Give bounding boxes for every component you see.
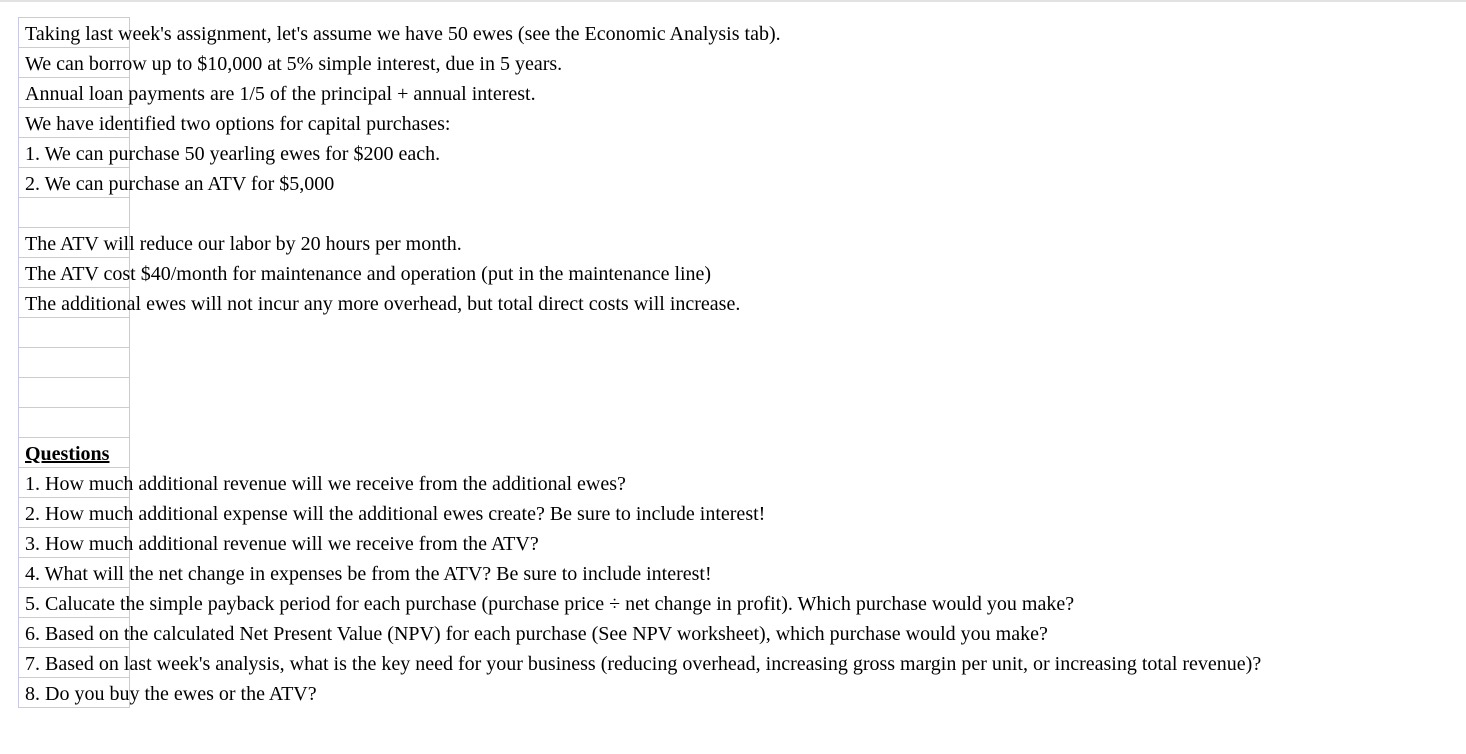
detail-line-3: The additional ewes will not incur any more overhead, but total direct costs will increase.: [25, 293, 741, 315]
question-5: 5. Calucate the simple payback period for each purchase (purchase price ÷ net change in profit). Which purchase would you make?: [25, 593, 1075, 615]
cell-row-4[interactable]: [18, 107, 451, 137]
cell-row-8[interactable]: [18, 227, 462, 257]
cell-column: [18, 17, 1262, 708]
cell-row-11-empty[interactable]: [18, 317, 130, 347]
cell-row-6[interactable]: [18, 167, 335, 197]
cell-row-12-empty[interactable]: [18, 347, 130, 377]
intro-line-3: Annual loan payments are 1/5 of the principal + annual interest.: [25, 83, 536, 105]
top-border: [0, 0, 1466, 2]
cell-row-1[interactable]: [18, 17, 781, 47]
question-7: 7. Based on last week's analysis, what is the key need for your business (reducing overhead, increasing gross margin per unit, or increasing total revenue)?: [25, 653, 1262, 675]
cell-row-20[interactable]: [18, 587, 1075, 617]
question-1: 1. How much additional revenue will we receive from the additional ewes?: [25, 473, 626, 495]
cell-row-14-empty[interactable]: [18, 407, 130, 437]
detail-line-2: The ATV cost $40/month for maintenance and operation (put in the maintenance line): [25, 263, 712, 285]
cell-row-13-empty[interactable]: [18, 377, 130, 407]
cell-row-22[interactable]: [18, 647, 1262, 677]
intro-line-6: 2. We can purchase an ATV for $5,000: [25, 173, 335, 195]
cell-row-15[interactable]: [18, 437, 130, 467]
cell-row-21[interactable]: [18, 617, 1048, 647]
cell-row-16[interactable]: [18, 467, 626, 497]
question-4: 4. What will the net change in expenses be from the ATV? Be sure to include interest!: [25, 563, 712, 585]
cell-row-9[interactable]: [18, 257, 712, 287]
cell-row-3[interactable]: [18, 77, 536, 107]
intro-line-4: We have identified two options for capital purchases:: [25, 113, 451, 135]
question-2: 2. How much additional expense will the additional ewes create? Be sure to include interest!: [25, 503, 766, 525]
intro-line-5: 1. We can purchase 50 yearling ewes for $200 each.: [25, 143, 441, 165]
cell-row-2[interactable]: [18, 47, 563, 77]
cell-row-10[interactable]: [18, 287, 741, 317]
question-6: 6. Based on the calculated Net Present Value (NPV) for each purchase (See NPV worksheet), which purchase would you make?: [25, 623, 1048, 645]
intro-line-2: We can borrow up to $10,000 at 5% simple interest, due in 5 years.: [25, 53, 563, 75]
questions-heading: Questions: [25, 443, 110, 465]
cell-row-5[interactable]: [18, 137, 441, 167]
cell-row-7-empty[interactable]: [18, 197, 130, 227]
intro-line-1: Taking last week's assignment, let's assume we have 50 ewes (see the Economic Analysis tab).: [25, 23, 781, 45]
cell-row-23[interactable]: [18, 677, 317, 708]
question-8: 8. Do you buy the ewes or the ATV?: [25, 683, 317, 705]
detail-line-1: The ATV will reduce our labor by 20 hours per month.: [25, 233, 462, 255]
cell-row-17[interactable]: [18, 497, 766, 527]
cell-row-18[interactable]: [18, 527, 539, 557]
cell-row-19[interactable]: [18, 557, 712, 587]
question-3: 3. How much additional revenue will we receive from the ATV?: [25, 533, 539, 555]
